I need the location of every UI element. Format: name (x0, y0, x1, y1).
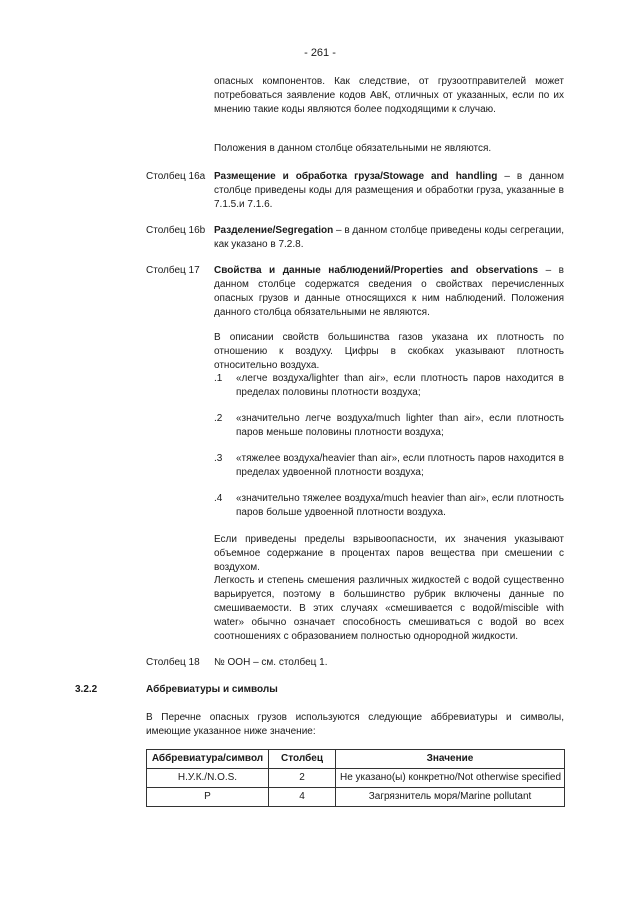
column-16a-text: – в данном столбце приведены коды для размещения и обработки груза, указанные в 7.1.5.и 7.1.6. (214, 171, 564, 210)
list-item-number: .4 (214, 493, 223, 504)
table-cell-column: 2 (269, 769, 336, 788)
column-18-description: № ООН – см. столбец 1. (214, 657, 328, 668)
column-16b-description (214, 224, 564, 252)
miscibility-paragraph: Легкость и степень смешения различных жидкостей с водой существенно варьируется, поэтому в большинство рубрик включены данные по смешиваемости. В этих случаях «смешивается с водой/miscible with water» обычно означает способность смешиваться с водой во всех соотношениях с образованием полностью однородной жидкости. (214, 575, 564, 642)
table-header-column: Столбец (269, 750, 336, 769)
column-16b-label: Столбец 16b (146, 225, 206, 236)
list-item: «значительно легче воздуха/much lighter than air», если плотность паров меньше половины плотности воздуха; (236, 413, 564, 438)
column-16a-description (214, 170, 564, 212)
table-cell-meaning: Загрязнитель моря/Marine pollutant (336, 788, 565, 807)
column-16b-title: Разделение/Segregation (214, 225, 334, 236)
column-16a-label: Столбец 16a (146, 171, 206, 182)
list-item-number: .2 (214, 413, 223, 424)
explosive-limits-paragraph: Если приведены пределы взрывоопасности, их значения указывают объемное содержание в процентах паров вещества при смешении с воздухом. (214, 534, 564, 573)
table-row (147, 769, 565, 788)
list-item: «тяжелее воздуха/heavier than air», если плотность паров находится в пределах удвоенной плотности воздуха; (236, 453, 564, 478)
table-header-meaning: Значение (336, 750, 565, 769)
continuation-note: Положения в данном столбце обязательными не являются. (214, 143, 492, 154)
section-number: 3.2.2 (75, 684, 98, 695)
table-header-row (147, 750, 565, 769)
table-cell-column: 4 (269, 788, 336, 807)
gas-density-paragraph: В описании свойств большинства газов указана их плотность по отношению к воздуху. Цифры в скобках указывают плотность относительно воздуха. (214, 332, 564, 371)
table-header-abbreviation: Аббревиатура/символ (147, 750, 269, 769)
column-17-description (214, 264, 564, 320)
list-item: «значительно тяжелее воздуха/much heavier than air», если плотность паров больше удвоенной плотности воздуха. (236, 493, 564, 518)
column-18-label: Столбец 18 (146, 657, 200, 668)
column-17-text: – в данном столбце содержатся сведения о свойствах перечисленных опасных грузов и данные относящихся к ним наблюдений. Положения данного столбца обязательными не являются. (214, 265, 564, 318)
column-17-title: Свойства и данные наблюдений/Properties and observations (214, 265, 539, 276)
list-item-number: .3 (214, 453, 223, 464)
section-intro: В Перечне опасных грузов используются следующие аббревиатуры и символы, имеющие указанное ниже значение: (146, 712, 564, 737)
abbreviations-table (146, 749, 565, 807)
column-16a-title: Размещение и обработка груза/Stowage and handling (214, 171, 498, 182)
table-cell-abbreviation: Н.У.К./N.O.S. (147, 769, 269, 788)
page-number: - 261 - (304, 47, 336, 59)
table-cell-meaning: Не указано(ы) конкретно/Not otherwise specified (336, 769, 565, 788)
list-item-number: .1 (214, 373, 223, 384)
table-cell-abbreviation: P (147, 788, 269, 807)
list-item: «легче воздуха/lighter than air», если плотность паров находится в пределах половины плотности воздуха; (236, 373, 564, 398)
section-title: Аббревиатуры и символы (146, 684, 278, 695)
column-17-label: Столбец 17 (146, 265, 200, 276)
table-row (147, 788, 565, 807)
column-16b-text: – в данном столбце приведены коды сегрегации, как указано в 7.2.8. (214, 225, 565, 250)
continuation-paragraph: опасных компонентов. Как следствие, от грузоотправителей может потребоваться заявление кодов АвК, отличных от указанных, если по их мнению такие коды являются более подходящими к случаю. (214, 76, 564, 115)
